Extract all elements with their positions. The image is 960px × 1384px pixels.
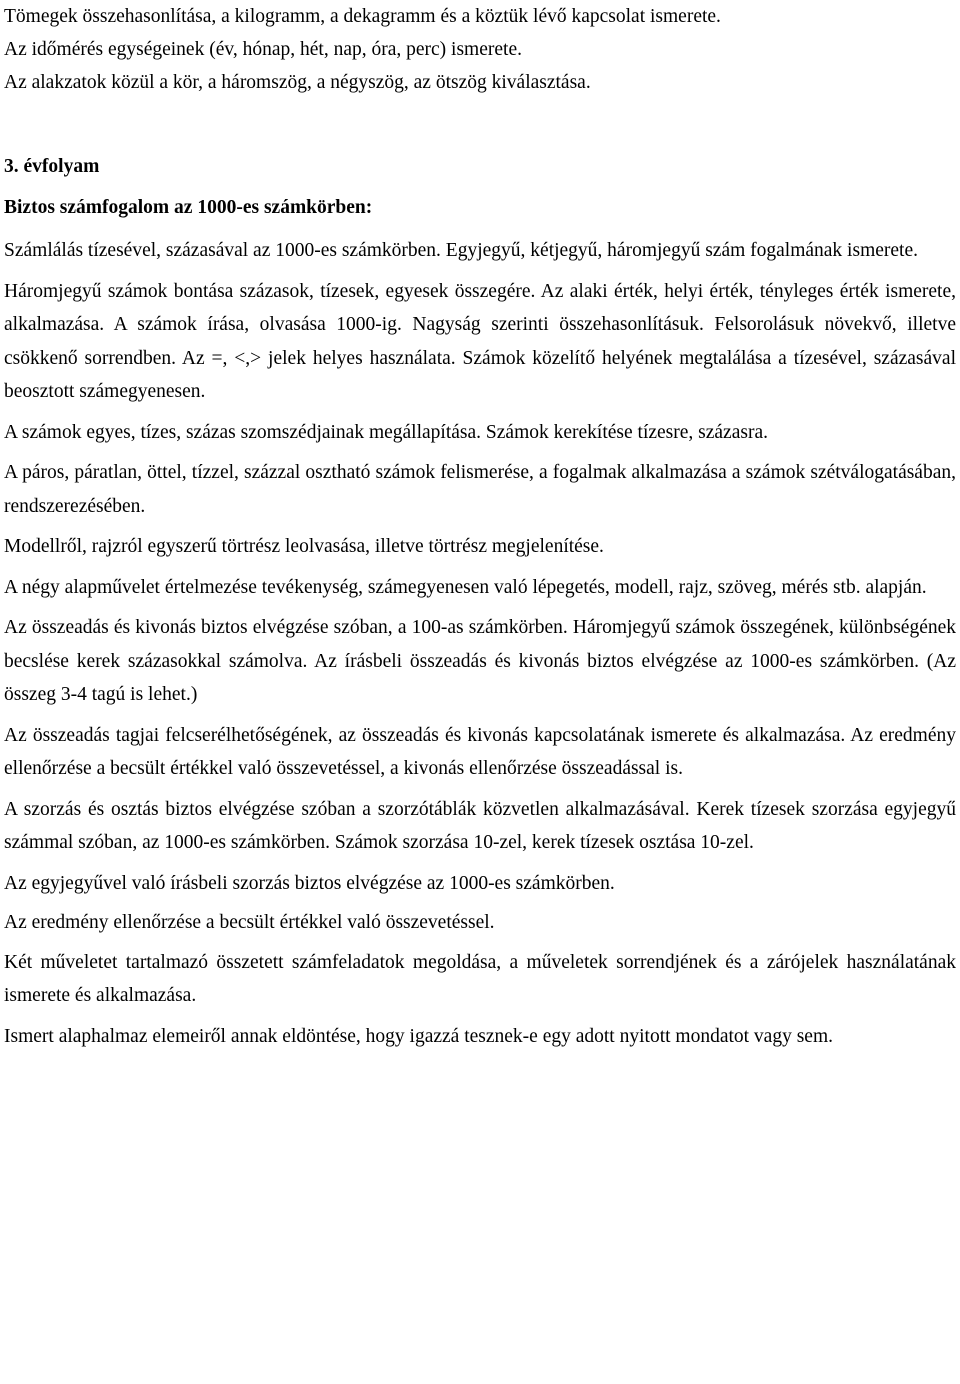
- paragraph: Az összeadás tagjai felcserélhetőségének, az összeadás és kivonás kapcsolatának ismerete és alkalmazása. Az eredmény ellenőrzése a becsült értékkel való összevetéssel, a kivonás ellenőrzése összeadással is.: [4, 724, 956, 779]
- document-page: [4, 0, 956, 1060]
- paragraph-list: [4, 234, 956, 1053]
- paragraph: Az eredmény ellenőrzése a becsült értékkel való összevetéssel.: [4, 912, 495, 933]
- intro-line: Az időmérés egységeinek (év, hónap, hét, nap, óra, perc) ismerete.: [4, 39, 522, 60]
- paragraph: A számok egyes, tízes, százas szomszédjainak megállapítása. Számok kerekítése tízesre, százasra.: [4, 421, 768, 443]
- paragraph: Az összeadás és kivonás biztos elvégzése szóban, a 100-as számkörben. Háromjegyű számok összegének, különbségének becslése kerek százasokkal számolva. Az írásbeli összeadás és kivonás biztos elvégzése az 1000-es számkörben. (Az összeg 3-4 tagú is lehet.): [4, 617, 956, 705]
- paragraph: Számlálás tízesével, százasával az 1000-es számkörben. Egyjegyű, kétjegyű, háromjegyű szám fogalmának ismerete.: [4, 240, 918, 261]
- grade-heading: 3. évfolyam: [4, 156, 100, 177]
- paragraph: Az egyjegyűvel való írásbeli szorzás biztos elvégzése az 1000-es számkörben.: [4, 872, 615, 894]
- intro-lines: [4, 0, 956, 99]
- paragraph: Két műveletet tartalmazó összetett számfeladatok megoldása, a műveletek sorrendjének és a zárójelek használatának ismerete és alkalmazása.: [4, 951, 956, 1006]
- paragraph: A szorzás és osztás biztos elvégzése szóban a szorzótáblák közvetlen alkalmazásával. Kerek tízesek szorzása egyjegyű számmal szóban, az 1000-es számkörben. Számok szorzása 10-zel, kerek tízesek osztása 10-zel.: [4, 798, 956, 853]
- intro-line: Az alakzatok közül a kör, a háromszög, a négyszög, az ötszög kiválasztása.: [4, 72, 591, 93]
- section-heading: Biztos számfogalom az 1000-es számkörben:: [4, 197, 373, 218]
- paragraph: Háromjegyű számok bontása százasok, tízesek, egyesek összegére. Az alaki érték, helyi érték, tényleges érték ismerete, alkalmazása. A számok írása, olvasása 1000-ig. Nagyság szerinti összehasonlításuk. Felsorolásuk növekvő, illetve csökkenő sorrendben. Az =, <,> jelek helyes használata. Számok közelítő helyének megtalálása a tízesével, százasával beosztott számegyenesen.: [4, 280, 956, 402]
- paragraph: A négy alapművelet értelmezése tevékenység, számegyenesen való lépegetés, modell, rajz, szöveg, mérés stb. alapján.: [4, 576, 927, 598]
- intro-line: Tömegek összehasonlítása, a kilogramm, a dekagramm és a köztük lévő kapcsolat ismerete.: [4, 6, 721, 27]
- paragraph: Ismert alaphalmaz elemeiről annak eldöntése, hogy igazzá tesznek-e egy adott nyitott mondatot vagy sem.: [4, 1025, 833, 1047]
- paragraph: Modellről, rajzról egyszerű törtrész leolvasása, illetve törtrész megjelenítése.: [4, 536, 604, 557]
- paragraph: A páros, páratlan, öttel, tízzel, százzal osztható számok felismerése, a fogalmak alkalmazása a számok szétválogatásában, rendszerezésében.: [4, 462, 956, 517]
